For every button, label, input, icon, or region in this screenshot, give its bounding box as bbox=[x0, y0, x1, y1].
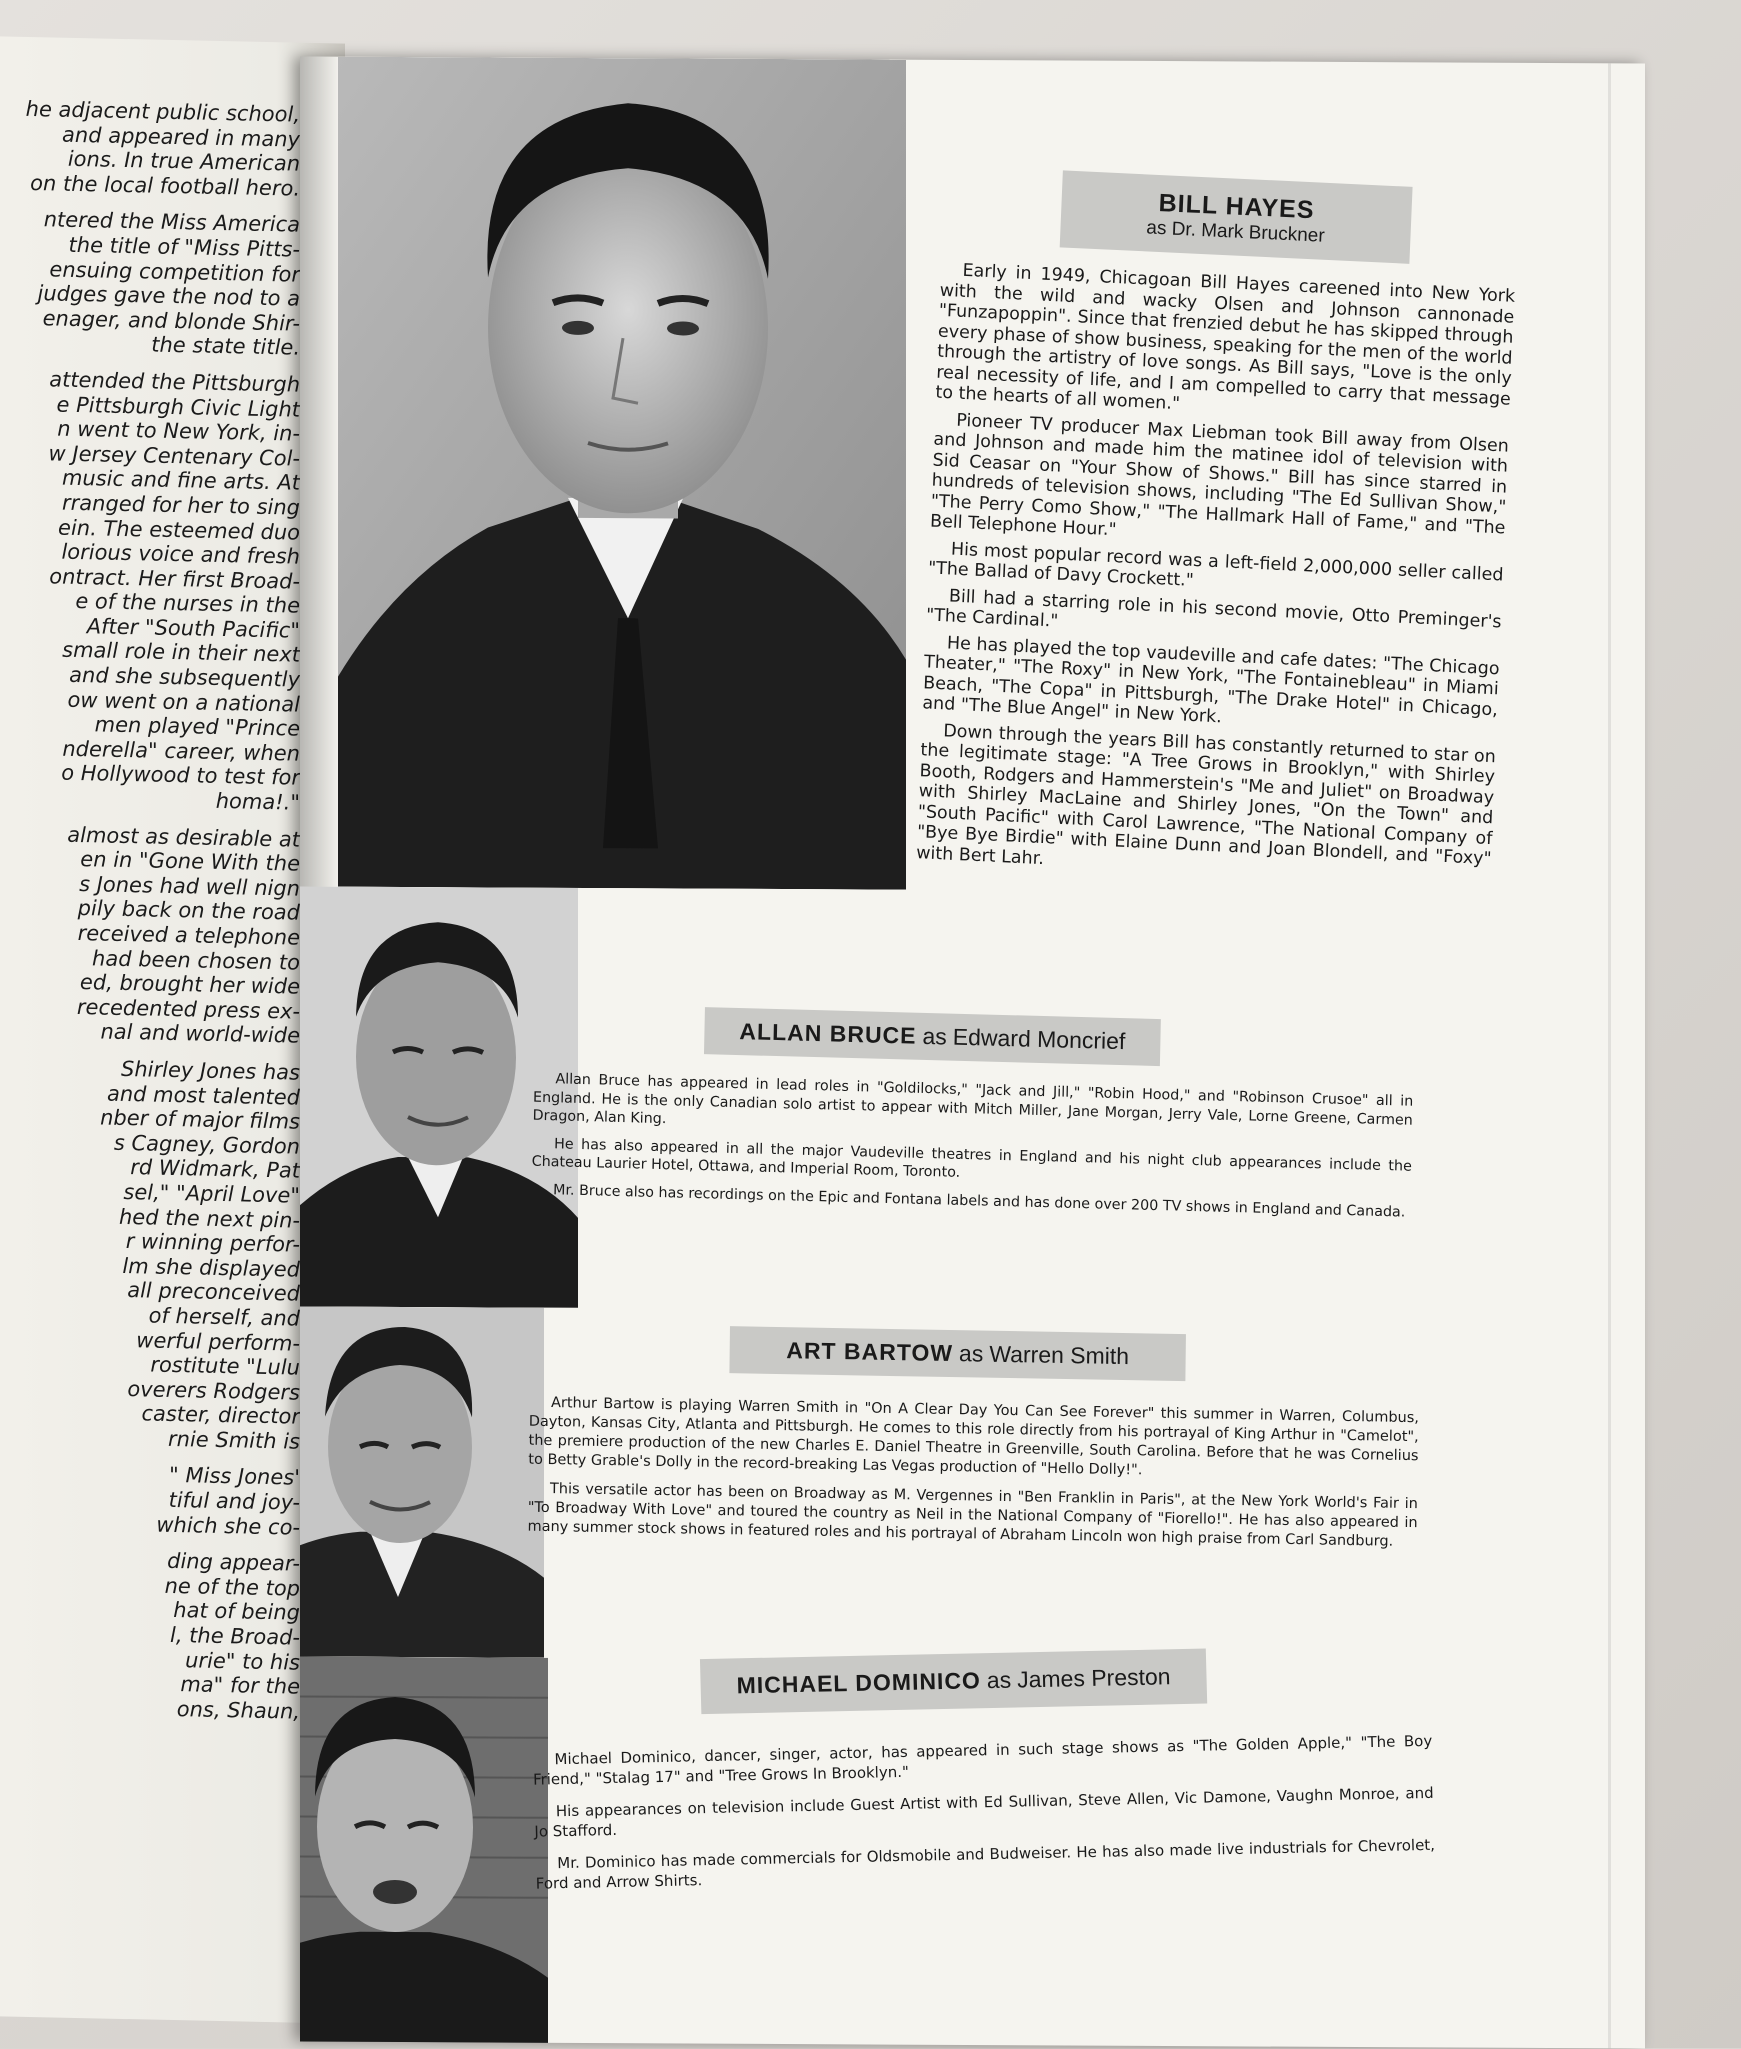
left-page-text-line: tiful and joy- bbox=[168, 1487, 300, 1515]
left-page-text-line: l, the Broad- bbox=[170, 1622, 300, 1650]
actor-role: as Dr. Mark Bruckner bbox=[1145, 217, 1326, 247]
bio-michael-dominico bbox=[530, 1644, 1436, 1906]
actor-role: Warren Smith bbox=[989, 1340, 1130, 1370]
left-page-text-line: pily back on the road bbox=[77, 896, 300, 926]
left-page-text-line: enager, and blonde Shir- bbox=[42, 306, 300, 336]
program-page bbox=[300, 56, 1645, 2048]
left-page-text-line: urie" to his bbox=[185, 1647, 300, 1675]
left-page-text-line: sel," "April Love" bbox=[123, 1179, 300, 1208]
left-page-text-line: lm she displayed bbox=[122, 1253, 300, 1282]
left-page-text-line: small role in their next bbox=[62, 638, 300, 668]
bio-text bbox=[527, 1394, 1419, 1553]
left-page-text-line: ntered the Miss America bbox=[43, 207, 300, 238]
left-page-text-line: ed, brought her wide bbox=[79, 970, 300, 999]
left-page-text-line: nal and world-wide bbox=[100, 1019, 300, 1049]
bio-paragraph: Early in 1949, Chicagoan Bill Hayes careened into New York with the wild and wacky Olsen and Johnson cannonade "Funzapoppin". Since that frenzied debut he has skipped through every phase of show business, speaking for the men of the world through the artistry of love songs. As Bill says, "Love is the only real necessity of life, and I am compelled to carry that message to the hearts of all women." bbox=[935, 260, 1516, 415]
left-page-text-line: r winning perfor- bbox=[125, 1229, 300, 1257]
left-page-text-line: ding appear- bbox=[167, 1549, 300, 1576]
left-page-text-line: the state title. bbox=[151, 332, 300, 361]
left-page-text-line: e Pittsburgh Civic Light bbox=[56, 392, 300, 422]
bio-heading-box bbox=[704, 1007, 1161, 1066]
left-page-text-line: which she co- bbox=[156, 1512, 300, 1540]
bill-hayes-photo bbox=[338, 57, 906, 890]
left-page-text-line: After "South Pacific" bbox=[86, 614, 300, 643]
left-page-text-line: overers Rodgers bbox=[127, 1376, 300, 1405]
left-page-text-line: ions. In true American bbox=[67, 146, 300, 176]
left-page-text-line: of herself, and bbox=[148, 1303, 300, 1331]
as-word: as bbox=[922, 1022, 948, 1050]
left-page-text-line: all preconceived bbox=[127, 1278, 300, 1306]
left-page-text-line: rnie Smith is bbox=[168, 1426, 300, 1454]
left-page-text-line: " Miss Jones' bbox=[169, 1463, 300, 1491]
bio-paragraph: Allan Bruce has appeared in lead roles in "Goldilocks," "Jack and Jill," "Robin Hood," and "Robinson Crusoe" all in England. He is the only Canadian solo artist to appear with Mitch Miller, Jane Morgan, Jerry Vale, Lorne Greene, Carmen Dragon, Alan King. bbox=[532, 1071, 1414, 1129]
left-page-text-line: on the local football hero. bbox=[30, 170, 300, 201]
bio-paragraph: He has also appeared in all the major Vaudeville theatres in England and his night club appearances include the Chateau Laurier Hotel, Ottawa, and Imperial Room, Toronto. bbox=[531, 1135, 1413, 1181]
art-bartow-photo bbox=[300, 1306, 544, 1658]
bio-paragraph: Mr. Dominico has made commercials for Oldsmobile and Budweiser. He has also made live industrials for Chevrolet, Ford and Arrow Shirts. bbox=[535, 1835, 1436, 1893]
left-page-text-line: rd Widmark, Pat bbox=[130, 1155, 300, 1184]
actor-name: ALLAN BRUCE bbox=[739, 1018, 917, 1049]
bio-heading-box bbox=[1060, 170, 1413, 263]
left-page-text-line: o Hollywood to test for bbox=[61, 761, 300, 791]
left-page-text-line: hed the next pin- bbox=[119, 1204, 300, 1233]
bio-art-bartow bbox=[527, 1323, 1420, 1563]
left-page-text-line: almost as desirable at bbox=[67, 822, 300, 852]
left-page-text-line: nber of major films bbox=[100, 1105, 300, 1134]
actor-role: James Preston bbox=[1016, 1663, 1171, 1693]
left-page-text-line: ons, Shaun, bbox=[176, 1696, 300, 1724]
left-page-text-column bbox=[0, 96, 300, 1724]
left-page-text-line: ma" for the bbox=[180, 1672, 300, 1699]
bio-paragraph: This versatile actor has been on Broadway as M. Vergennes in "Ben Franklin in Paris", at the New York World's Fair in "To Broadway With Love" and toured the country as Neil in the National Company of "Fiorello!". He has also appeared in many summer stock shows in featured roles and his portrayal of Abraham Lincoln won high praise from Carl Sandburg. bbox=[527, 1481, 1419, 1550]
bio-paragraph: Arthur Bartow is playing Warren Smith in "On A Clear Day You Can See Forever" this summer in Warren, Columbus, Dayton, Kansas City, Atlanta and Pittsburgh. He comes to this role directly from his portrayal of King Arthur in "Camelot", the premiere production of the new Charles E. Daniel Theatre in Greenville, South Carolina. Before that he was Cornelius to Betty Grable's Dolly in the record-breaking Las Vegas production of "Hello Dolly!". bbox=[528, 1395, 1420, 1479]
bio-paragraph: Michael Dominico, dancer, singer, actor, has appeared in such stage shows as "The Golden Apple," "The Boy Friend," "Stalag 17" and "Tree Grows In Brooklyn." bbox=[532, 1731, 1433, 1789]
actor-role: Edward Moncrief bbox=[952, 1023, 1126, 1055]
left-page-text-line: men played "Prince bbox=[94, 712, 300, 741]
left-page-text-line: hat of being bbox=[173, 1598, 300, 1626]
actor-name: MICHAEL DOMINICO bbox=[736, 1667, 982, 1699]
page-fold-line bbox=[1608, 63, 1611, 2048]
left-page-text-line: n went to New York, in- bbox=[57, 416, 300, 446]
left-page-text-line: the title of "Miss Pitts- bbox=[68, 232, 300, 262]
bio-heading-box bbox=[729, 1326, 1186, 1381]
left-page-text-line: werful perform- bbox=[136, 1327, 300, 1356]
left-page-text-line: and she subsequently bbox=[69, 662, 300, 692]
bio-text bbox=[916, 260, 1516, 890]
left-page-text-line: and most talented bbox=[107, 1081, 300, 1110]
bio-paragraph: Down through the years Bill has constantly returned to star on the legitimate stage: "A Tree Grows in Brooklyn," with Shirley Booth, Rodgers and Hammerstein's "Me and Juliet" on Broadway with Shirley MacLaine and Shirley Jones, "On the Town" and "South Pacific" with Carol Lawrence, "The National Company of "Bye Bye Birdie" with Elaine Dunn and Joan Blondell, and "Foxy" with Bert Lahr. bbox=[915, 720, 1497, 870]
left-page-text-line: recedented press ex- bbox=[76, 994, 300, 1024]
left-page-text-line: homa!." bbox=[215, 788, 300, 815]
left-page-text-line: rostitute "Lulu bbox=[150, 1352, 300, 1380]
left-page-text-line: w Jersey Centenary Col- bbox=[48, 441, 300, 471]
left-page-text-line: attended the Pittsburgh bbox=[49, 367, 300, 397]
bio-paragraph: His appearances on television include Guest Artist with Ed Sullivan, Steve Allen, Vic Damone, Vaughn Monroe, and Jo Stafford. bbox=[534, 1783, 1434, 1841]
bio-text bbox=[531, 1070, 1414, 1222]
left-page-text-line: ow went on a national bbox=[67, 687, 300, 717]
bio-paragraph: Pioneer TV producer Max Liebman took Bill away from Olsen and Johnson and made him the matinee idol of television with Sid Ceasar on "Your Show of Shows." Bill has since starred in hundreds of television shows, including "The Ed Sullivan Show," "The Perry Como Show," "The Hallmark Hall of Fame," and "The Bell Telephone Hour." bbox=[929, 410, 1510, 541]
left-page-text-line: received a telephone bbox=[77, 921, 300, 950]
bio-text bbox=[532, 1731, 1435, 1894]
as-word: as bbox=[958, 1340, 984, 1367]
bio-paragraph: His most popular record was a left-field 2,000,000 seller called "The Ballad of Davy Crockett." bbox=[927, 538, 1504, 591]
bio-paragraph: He has played the top vaudeville and cafe dates: "The Chicago Theater," "The Roxy" in New York, "The Fontainebleau" in Miami Beach, "The Copa" in Pittsburgh, "The Drake Hotel" in Chicago, and "The Blue Angel" in New York. bbox=[922, 632, 1500, 728]
actor-name: ART BARTOW bbox=[786, 1337, 954, 1367]
bio-allan-bruce bbox=[531, 1003, 1415, 1231]
bio-paragraph: Mr. Bruce also has recordings on the Epic and Fontana labels and has done over 200 TV shows in England and Canada. bbox=[552, 1181, 1406, 1221]
bio-bill-hayes bbox=[915, 165, 1519, 896]
left-page-text-line: rranged for her to sing bbox=[62, 490, 300, 520]
actor-name: BILL HAYES bbox=[1158, 188, 1316, 225]
left-page-text-line: s Cagney, Gordon bbox=[113, 1130, 300, 1159]
left-page-text-line: he adjacent public school, bbox=[25, 96, 300, 127]
left-page-text-line: had been chosen to bbox=[92, 945, 300, 975]
left-page-text-line: nderella" career, when bbox=[62, 736, 300, 766]
as-word: as bbox=[986, 1666, 1012, 1694]
left-page-text-line: Shirley Jones has bbox=[121, 1056, 300, 1085]
left-page-text-line: ensuing competition for bbox=[49, 256, 300, 287]
left-page-text-line: s Jones had well nign bbox=[79, 871, 300, 901]
left-page-text-line: ein. The esteemed duo bbox=[58, 515, 300, 545]
bio-heading-box bbox=[700, 1649, 1207, 1715]
michael-dominico-photo bbox=[300, 1656, 548, 2048]
left-page-text-line: caster, director bbox=[141, 1401, 300, 1429]
bio-paragraph: Bill had a starring role in his second movie, Otto Preminger's "The Cardinal." bbox=[925, 585, 1502, 632]
left-page-text-line: lorious voice and fresh bbox=[61, 539, 300, 569]
left-page-text-line: judges gave the nod to a bbox=[37, 281, 300, 311]
left-facing-page bbox=[0, 36, 345, 2023]
left-page-text-line: ontract. Her first Broad- bbox=[49, 564, 300, 594]
left-page-text-line: en in "Gone With the bbox=[80, 847, 300, 876]
left-page-text-line: music and fine arts. At bbox=[61, 465, 300, 495]
left-page-text-line: e of the nurses in the bbox=[75, 589, 300, 618]
left-page-text-line: ne of the top bbox=[164, 1573, 300, 1601]
left-page-text-line: and appeared in many bbox=[62, 122, 300, 152]
